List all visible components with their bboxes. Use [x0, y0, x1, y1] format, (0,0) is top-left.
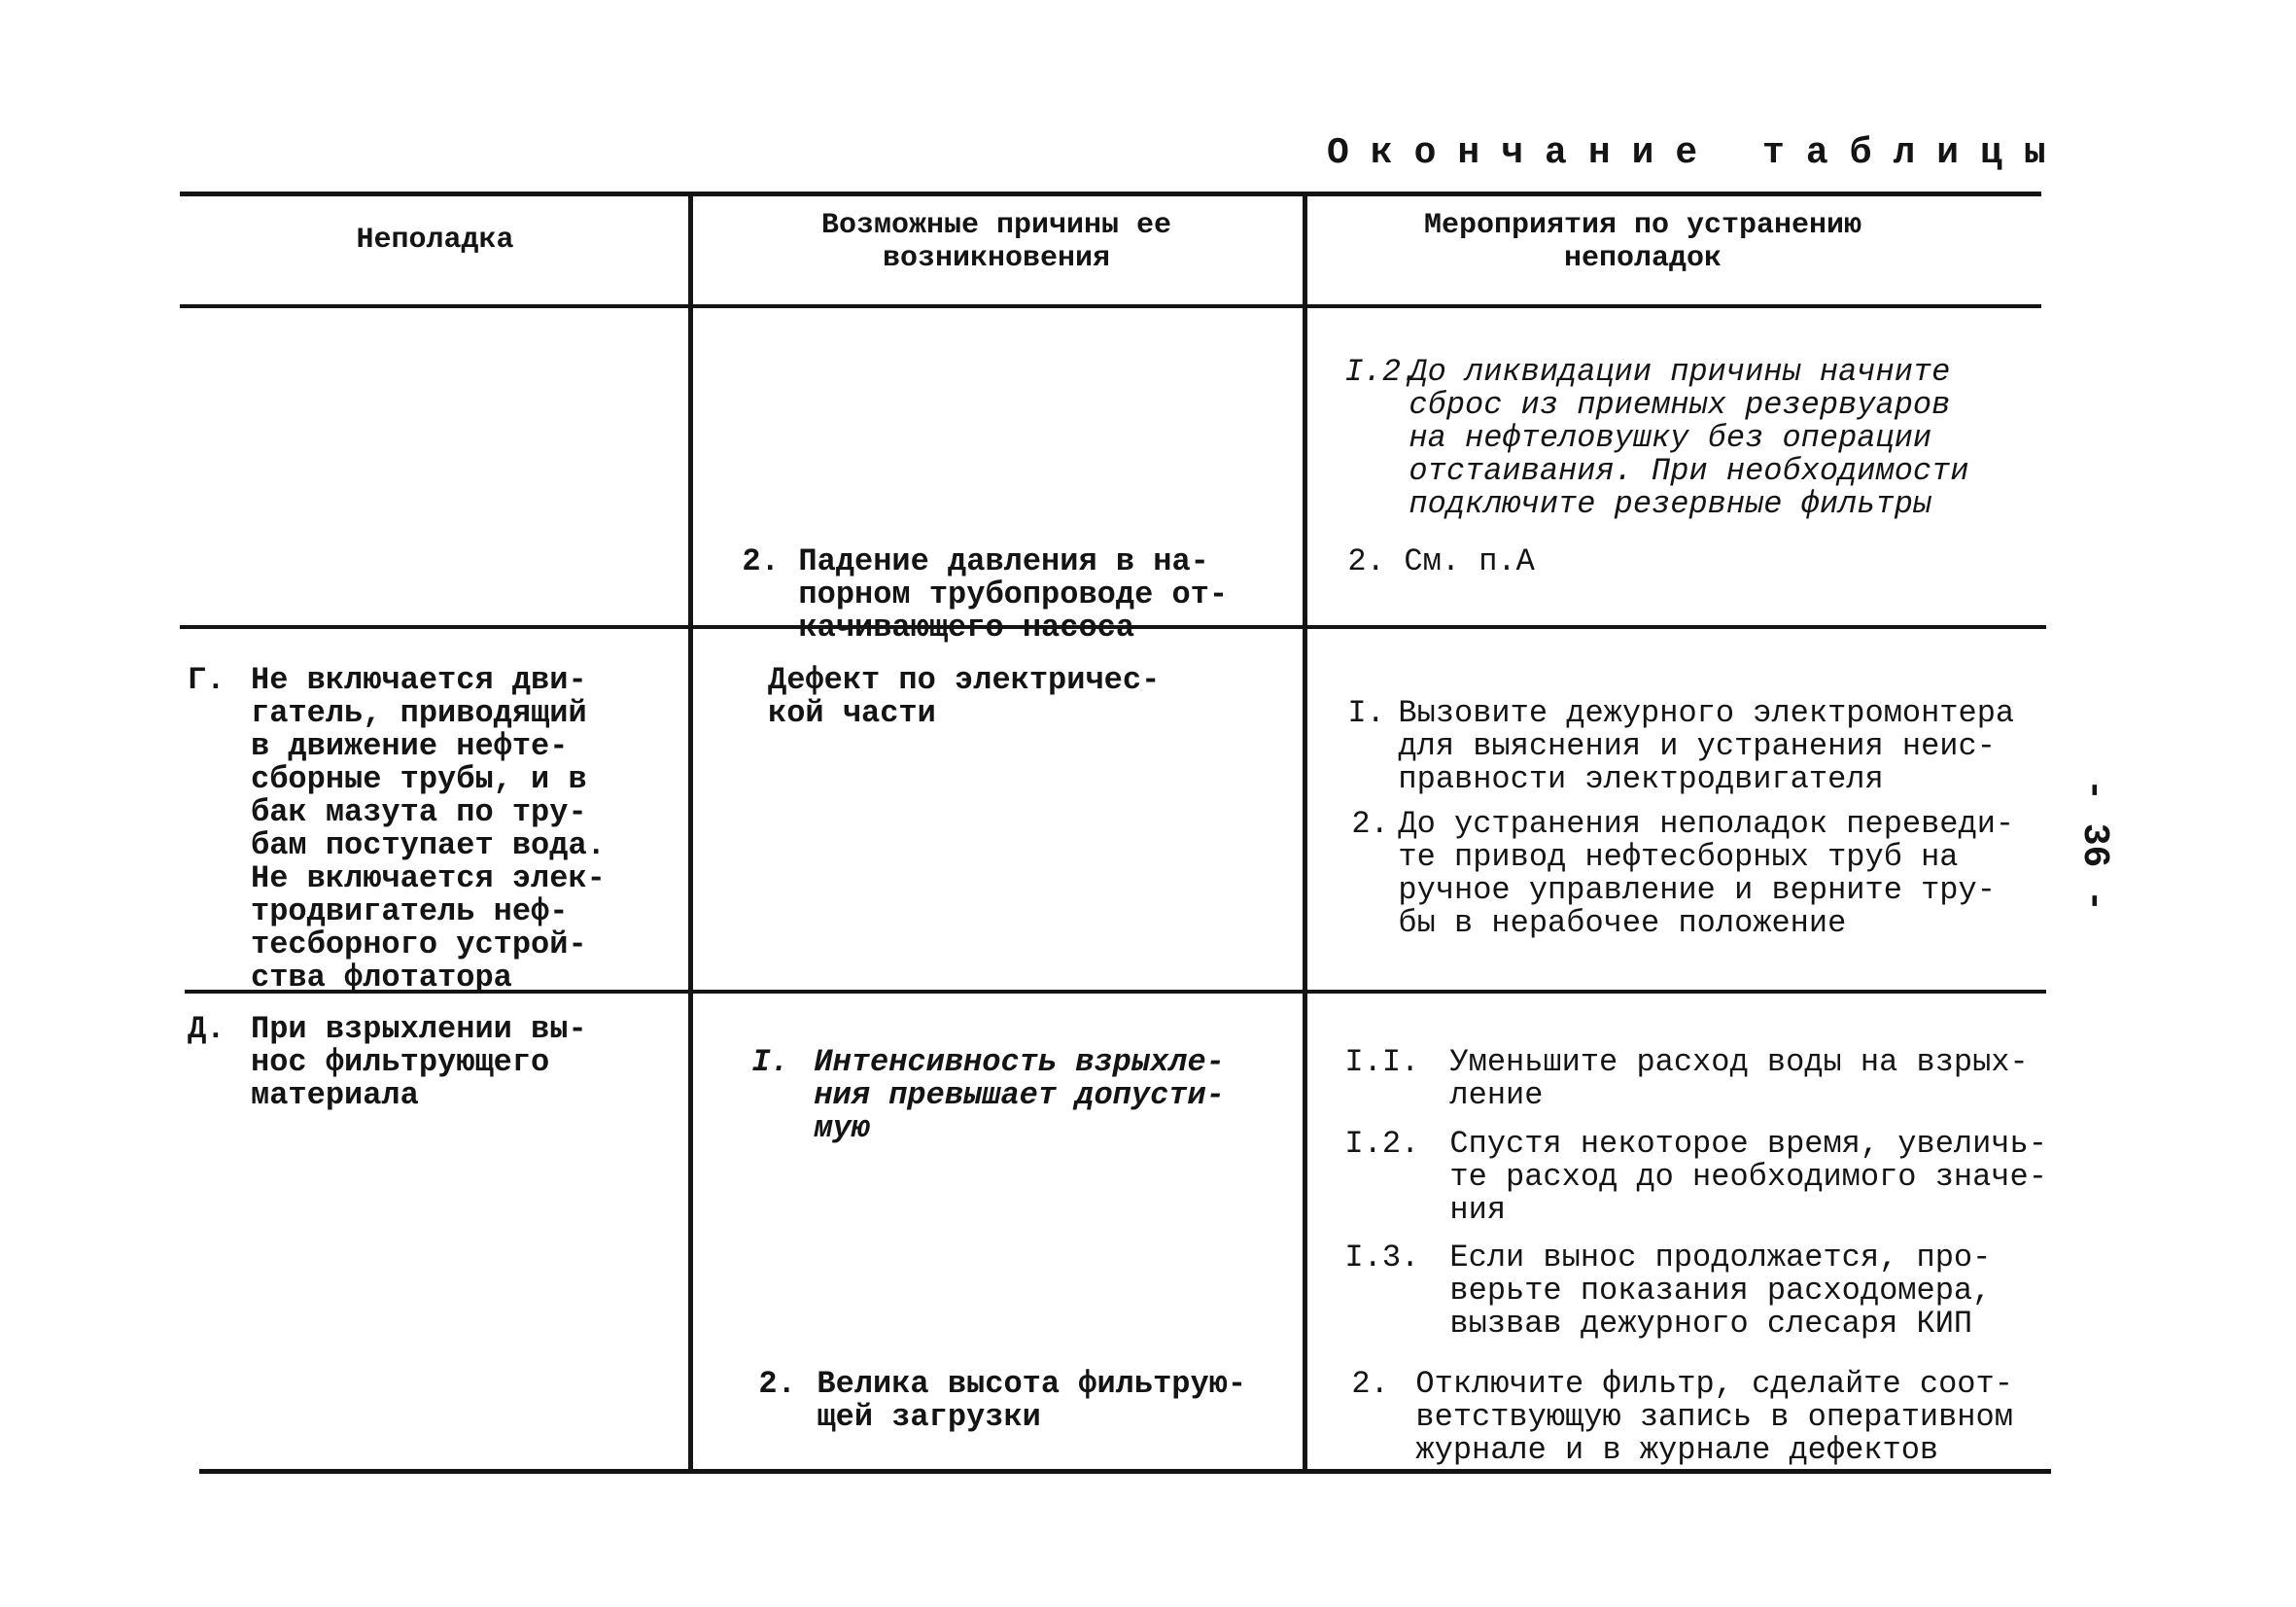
list-number: 2.: [1347, 543, 1385, 579]
list-number: I.: [1347, 695, 1385, 731]
list-number: 2.: [742, 543, 780, 579]
row-d-measure-1-2: [1307, 1095, 2047, 1227]
row-d-letter: Д.: [188, 1011, 226, 1047]
table-top-rule: [180, 192, 2041, 196]
measure-text: Если вынос продолжается, про- верьте показания расходомера, вызвав дежурного слесаря КИП: [1449, 1240, 1992, 1342]
measure-text: Спустя некоторое время, увеличь- те расход до необходимого значе- ния: [1449, 1126, 2047, 1228]
table-continuation-title: Окончание таблицы: [1327, 132, 2068, 174]
page-number: - 36 -: [2072, 779, 2115, 912]
measure-text: До ликвидации причины начните сброс из приемных резервуаров на нефтеловушку без операции отстаивания. При необходимости подключите резервные фильтры: [1409, 354, 1969, 522]
row-d-cause-2: [721, 1335, 1246, 1434]
list-number: I.: [751, 1044, 789, 1080]
row-d-measure-2: [1314, 1335, 2013, 1467]
column-divider-1: [688, 192, 693, 1474]
cause-text: Падение давления в на- порном трубопроводе от- качивающего насоса: [798, 543, 1229, 646]
row-g-letter: Г.: [188, 662, 226, 698]
header-bottom-rule: [180, 304, 2041, 308]
header-causes: Возможные причины ее возникновения: [820, 209, 1172, 275]
header-measures: Мероприятия по устранению неполадок: [1423, 209, 1862, 275]
list-number: I.I.: [1344, 1044, 1420, 1080]
measure-text: До устранения неполадок переведи- те привод нефтесборных труб на ручное управление и верните тру- бы в нерабочее положение: [1398, 806, 2015, 941]
row-g-measure-2: [1314, 775, 2014, 940]
measure-text: См. п.А: [1404, 543, 1535, 579]
cause-text: Интенсивность взрыхле- ния превышает допусти- мую: [814, 1044, 1225, 1146]
header-fault: Неполадка: [356, 224, 514, 257]
measure-text: Отключите фильтр, сделайте соот- ветствующую запись в оперативном журнале и в журнале дефектов: [1415, 1366, 2013, 1468]
list-number: I.2.: [1344, 354, 1420, 390]
list-number: 2.: [1351, 806, 1389, 842]
row-d-cause-1: [714, 1013, 1225, 1145]
table-bottom-rule: [199, 1469, 2051, 1474]
row-g-fault: Не включается дви- гатель, приводящий в движение нефте- сборные трубы, и в бак мазута по тру- бам поступает вода. Не включается элек- тродвигатель неф- тесборного устрой- ства флотатора: [251, 662, 606, 996]
row-d-fault: При взрыхлении вы- нос фильтрующего материала: [251, 1011, 587, 1113]
list-number: 2.: [758, 1366, 796, 1402]
cause-text: Велика высота фильтрую- щей загрузки: [817, 1366, 1247, 1435]
list-number: I.2.: [1344, 1126, 1420, 1162]
continued-measure-2: [1310, 512, 1535, 578]
continued-cause-2: [705, 512, 1228, 645]
continued-measure-1-2: [1307, 323, 1969, 521]
row-g-cause: Дефект по электричес- кой части: [768, 662, 1161, 731]
measure-text: Уменьшите расход воды на взрых- ление: [1449, 1044, 2029, 1113]
measure-text: Вызовите дежурного электромонтера для выяснения и устранения неис- правности электродвигателя: [1398, 695, 2015, 797]
list-number: I.3.: [1344, 1240, 1420, 1275]
list-number: 2.: [1351, 1366, 1389, 1402]
row-d-measure-1-3: [1307, 1208, 1991, 1341]
